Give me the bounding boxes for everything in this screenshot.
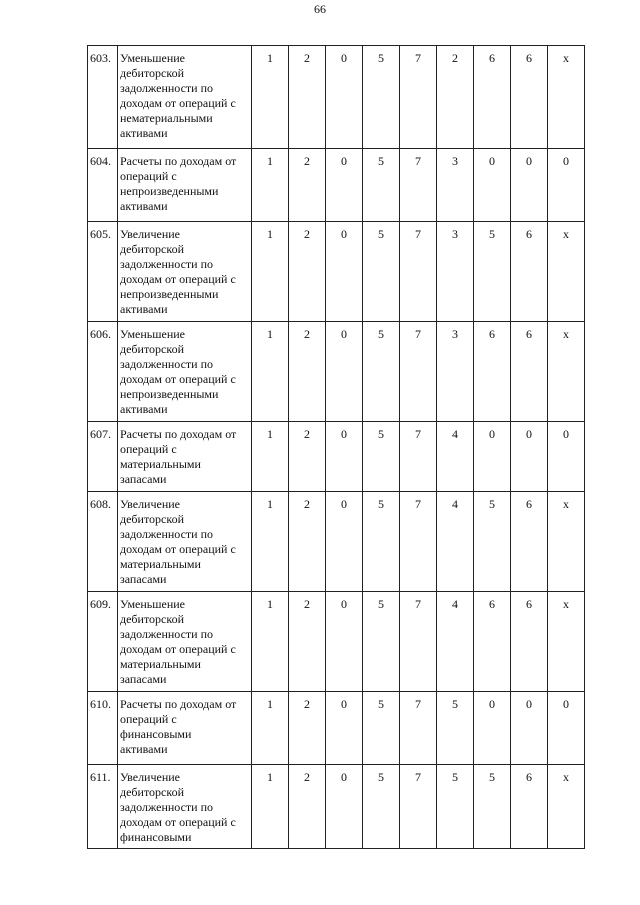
- description-line: Расчеты по доходам от: [120, 154, 237, 168]
- description-line: дебиторской: [120, 612, 185, 626]
- description-line: операций с: [120, 712, 177, 726]
- code-digit: 5: [363, 765, 400, 849]
- description-line: финансовыми: [120, 727, 192, 741]
- table-row: [88, 692, 585, 765]
- code-digit: 0: [326, 492, 363, 592]
- description-line: активами: [120, 302, 168, 316]
- code-digit: х: [548, 592, 585, 692]
- row-number: 610.: [88, 692, 118, 765]
- code-digit: 0: [326, 322, 363, 422]
- code-digit: х: [548, 322, 585, 422]
- code-digit: 0: [326, 765, 363, 849]
- row-number: 608.: [88, 492, 118, 592]
- code-digit: 0: [511, 422, 548, 492]
- code-digit: 5: [474, 222, 511, 322]
- code-digit: 2: [289, 322, 326, 422]
- code-digit: 0: [474, 422, 511, 492]
- table-row: [88, 322, 585, 422]
- description-line: операций с: [120, 442, 177, 456]
- description-line: запасами: [120, 472, 167, 486]
- code-digit: 1: [252, 46, 289, 149]
- row-description: [118, 422, 252, 492]
- code-digit: х: [548, 765, 585, 849]
- code-digit: 0: [548, 692, 585, 765]
- description-line: непроизведенными: [120, 387, 219, 401]
- description-line: задолженности по: [120, 357, 214, 371]
- code-digit: 7: [400, 46, 437, 149]
- description-line: нематериальными: [120, 111, 213, 125]
- code-digit: 6: [511, 46, 548, 149]
- code-digit: 0: [326, 149, 363, 222]
- code-digit: 5: [363, 422, 400, 492]
- description-line: материальными: [120, 457, 201, 471]
- description-line: Уменьшение: [120, 597, 185, 611]
- code-digit: 1: [252, 692, 289, 765]
- code-digit: 7: [400, 322, 437, 422]
- table-row: [88, 46, 585, 149]
- code-digit: 6: [511, 222, 548, 322]
- page-number: 66: [314, 2, 326, 16]
- row-description: [118, 322, 252, 422]
- code-digit: 5: [363, 46, 400, 149]
- description-line: доходам от операций с: [120, 272, 236, 286]
- code-digit: 2: [289, 492, 326, 592]
- description-line: Увеличение: [120, 227, 181, 241]
- description-line: доходам от операций с: [120, 642, 236, 656]
- code-digit: 7: [400, 149, 437, 222]
- row-number: 605.: [88, 222, 118, 322]
- description-line: доходам от операций с: [120, 815, 236, 829]
- row-description: [118, 222, 252, 322]
- row-description: [118, 46, 252, 149]
- code-digit: 5: [363, 222, 400, 322]
- description-line: дебиторской: [120, 512, 185, 526]
- description-line: Расчеты по доходам от: [120, 697, 237, 711]
- description-line: активами: [120, 199, 168, 213]
- description-line: задолженности по: [120, 627, 214, 641]
- code-digit: 5: [363, 322, 400, 422]
- description-line: дебиторской: [120, 785, 185, 799]
- code-digit: 6: [474, 322, 511, 422]
- code-digit: 4: [437, 422, 474, 492]
- code-digit: 5: [363, 149, 400, 222]
- description-line: активами: [120, 126, 168, 140]
- code-digit: 0: [511, 692, 548, 765]
- code-digit: 4: [437, 492, 474, 592]
- row-number: 609.: [88, 592, 118, 692]
- code-digit: 1: [252, 765, 289, 849]
- description-line: задолженности по: [120, 257, 214, 271]
- code-digit: х: [548, 222, 585, 322]
- code-digit: 2: [289, 765, 326, 849]
- description-line: непроизведенными: [120, 287, 219, 301]
- code-digit: 5: [437, 765, 474, 849]
- code-digit: 5: [474, 492, 511, 592]
- code-digit: 5: [437, 692, 474, 765]
- table-body: [88, 46, 585, 849]
- row-number: 603.: [88, 46, 118, 149]
- code-digit: 2: [289, 149, 326, 222]
- row-number: 606.: [88, 322, 118, 422]
- code-digit: 1: [252, 149, 289, 222]
- code-digit: 7: [400, 222, 437, 322]
- code-digit: 6: [511, 592, 548, 692]
- code-digit: 2: [437, 46, 474, 149]
- code-digit: 0: [511, 149, 548, 222]
- code-digit: 2: [289, 222, 326, 322]
- description-line: задолженности по: [120, 800, 214, 814]
- code-digit: 2: [289, 422, 326, 492]
- description-line: запасами: [120, 672, 167, 686]
- description-line: дебиторской: [120, 342, 185, 356]
- description-line: дебиторской: [120, 242, 185, 256]
- code-digit: 0: [326, 222, 363, 322]
- table-row: [88, 149, 585, 222]
- description-line: задолженности по: [120, 81, 214, 95]
- code-digit: 1: [252, 322, 289, 422]
- code-digit: 0: [474, 149, 511, 222]
- code-digit: 6: [511, 322, 548, 422]
- description-line: Расчеты по доходам от: [120, 427, 237, 441]
- description-line: материальными: [120, 657, 201, 671]
- code-digit: 5: [363, 692, 400, 765]
- code-digit: 1: [252, 592, 289, 692]
- code-digit: 0: [326, 592, 363, 692]
- code-digit: 3: [437, 322, 474, 422]
- code-digit: 1: [252, 422, 289, 492]
- code-digit: 7: [400, 492, 437, 592]
- code-digit: 0: [548, 149, 585, 222]
- code-digit: х: [548, 46, 585, 149]
- description-line: задолженности по: [120, 527, 214, 541]
- description-line: запасами: [120, 572, 167, 586]
- code-digit: 7: [400, 592, 437, 692]
- code-digit: 7: [400, 422, 437, 492]
- code-digit: 0: [474, 692, 511, 765]
- row-number: 607.: [88, 422, 118, 492]
- table-row: [88, 222, 585, 322]
- description-line: активами: [120, 402, 168, 416]
- description-line: непроизведенными: [120, 184, 219, 198]
- code-digit: 5: [363, 492, 400, 592]
- table-row: [88, 765, 585, 849]
- code-digit: 5: [363, 592, 400, 692]
- description-line: дебиторской: [120, 66, 185, 80]
- description-line: Уменьшение: [120, 51, 185, 65]
- table-row: [88, 592, 585, 692]
- description-line: активами: [120, 742, 168, 756]
- description-line: материальными: [120, 557, 201, 571]
- code-digit: 7: [400, 765, 437, 849]
- code-digit: 6: [474, 46, 511, 149]
- description-line: доходам от операций с: [120, 96, 236, 110]
- description-line: операций с: [120, 169, 177, 183]
- row-description: [118, 592, 252, 692]
- code-digit: 5: [474, 765, 511, 849]
- description-line: Уменьшение: [120, 327, 185, 341]
- code-digit: 6: [474, 592, 511, 692]
- description-line: Увеличение: [120, 497, 181, 511]
- code-digit: 2: [289, 592, 326, 692]
- code-digit: 4: [437, 592, 474, 692]
- code-digit: 0: [326, 422, 363, 492]
- row-description: [118, 149, 252, 222]
- accounts-table: [87, 45, 585, 849]
- description-line: финансовыми: [120, 830, 192, 844]
- code-digit: 2: [289, 692, 326, 765]
- code-digit: х: [548, 492, 585, 592]
- code-digit: 6: [511, 492, 548, 592]
- code-digit: 2: [289, 46, 326, 149]
- row-description: [118, 492, 252, 592]
- code-digit: 0: [326, 692, 363, 765]
- code-digit: 1: [252, 492, 289, 592]
- description-line: доходам от операций с: [120, 372, 236, 386]
- code-digit: 1: [252, 222, 289, 322]
- row-description: [118, 765, 252, 849]
- table-row: [88, 422, 585, 492]
- code-digit: 3: [437, 222, 474, 322]
- code-digit: 0: [548, 422, 585, 492]
- code-digit: 3: [437, 149, 474, 222]
- code-digit: 6: [511, 765, 548, 849]
- code-digit: 7: [400, 692, 437, 765]
- row-number: 611.: [88, 765, 118, 849]
- table-row: [88, 492, 585, 592]
- row-description: [118, 692, 252, 765]
- row-number: 604.: [88, 149, 118, 222]
- code-digit: 0: [326, 46, 363, 149]
- description-line: Увеличение: [120, 770, 181, 784]
- description-line: доходам от операций с: [120, 542, 236, 556]
